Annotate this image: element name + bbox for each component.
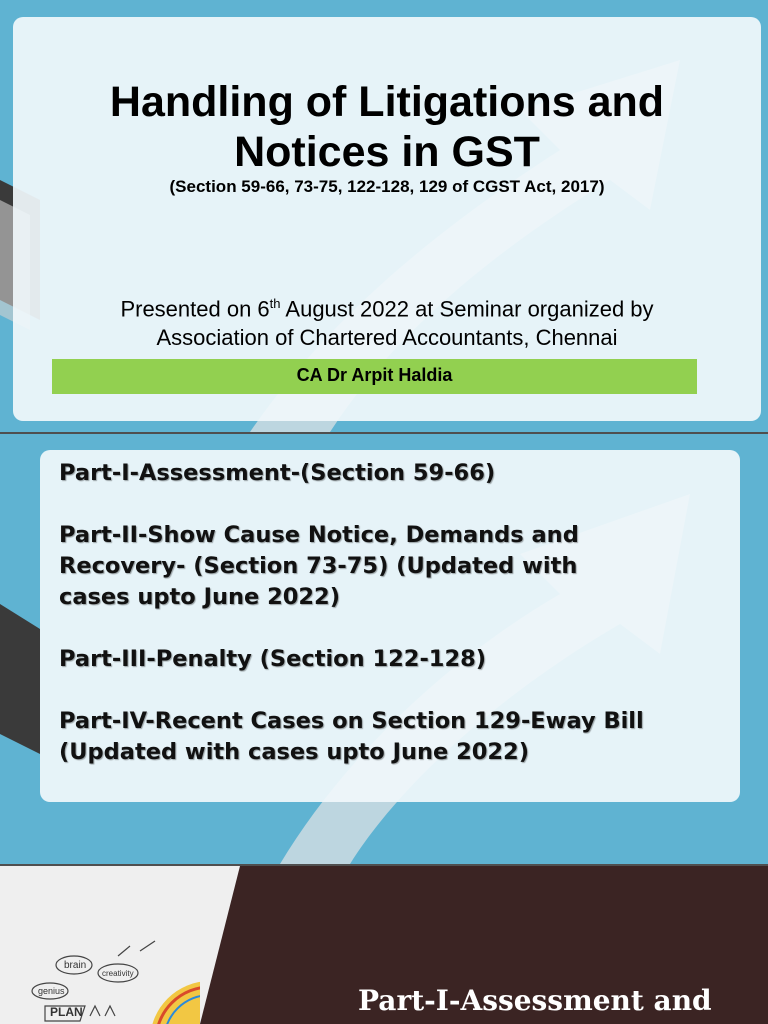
slide-title bbox=[0, 0, 768, 432]
doodle-word: genius bbox=[38, 986, 65, 996]
author-bar bbox=[52, 359, 697, 394]
list-item: Part-IV-Recent Cases on Section 129-Eway Bill (Updated with cases upto June 2022) bbox=[59, 708, 644, 765]
author-name: CA Dr Arpit Haldia bbox=[296, 365, 453, 385]
presented-line1-post: August 2022 at Seminar organized by bbox=[280, 296, 654, 322]
contents-card bbox=[40, 450, 740, 802]
slide-section-divider bbox=[0, 866, 768, 1024]
presented-line2: Association of Chartered Accountants, Chennai bbox=[156, 325, 618, 351]
panel-diagonal-edge bbox=[200, 866, 320, 1024]
presented-line1-pre: Presented on 6 bbox=[120, 296, 270, 322]
list-item: Part-I-Assessment-(Section 59-66) bbox=[59, 460, 496, 486]
doodle-word: creativity bbox=[102, 969, 134, 978]
contents-list bbox=[59, 458, 719, 799]
section-title: Part-I-Assessment and bbox=[358, 984, 712, 1017]
list-item: Part-III-Penalty (Section 122-128) bbox=[59, 646, 487, 672]
list-item: Part-II-Show Cause Notice, Demands and Recovery- (Section 73-75) (Updated with cases upto June 2022) bbox=[59, 522, 579, 610]
presented-info bbox=[13, 289, 761, 352]
presented-line1-sup: th bbox=[269, 296, 281, 311]
title-card bbox=[13, 17, 761, 421]
presentation-subtitle: (Section 59-66, 73-75, 122-128, 129 of CGST Act, 2017) bbox=[169, 177, 605, 196]
doodle-word: PLAN bbox=[50, 1005, 83, 1019]
doodle-word: brain bbox=[64, 960, 87, 971]
presentation-title: Handling of Litigations and Notices in GST bbox=[109, 78, 665, 176]
slide-contents bbox=[0, 434, 768, 864]
